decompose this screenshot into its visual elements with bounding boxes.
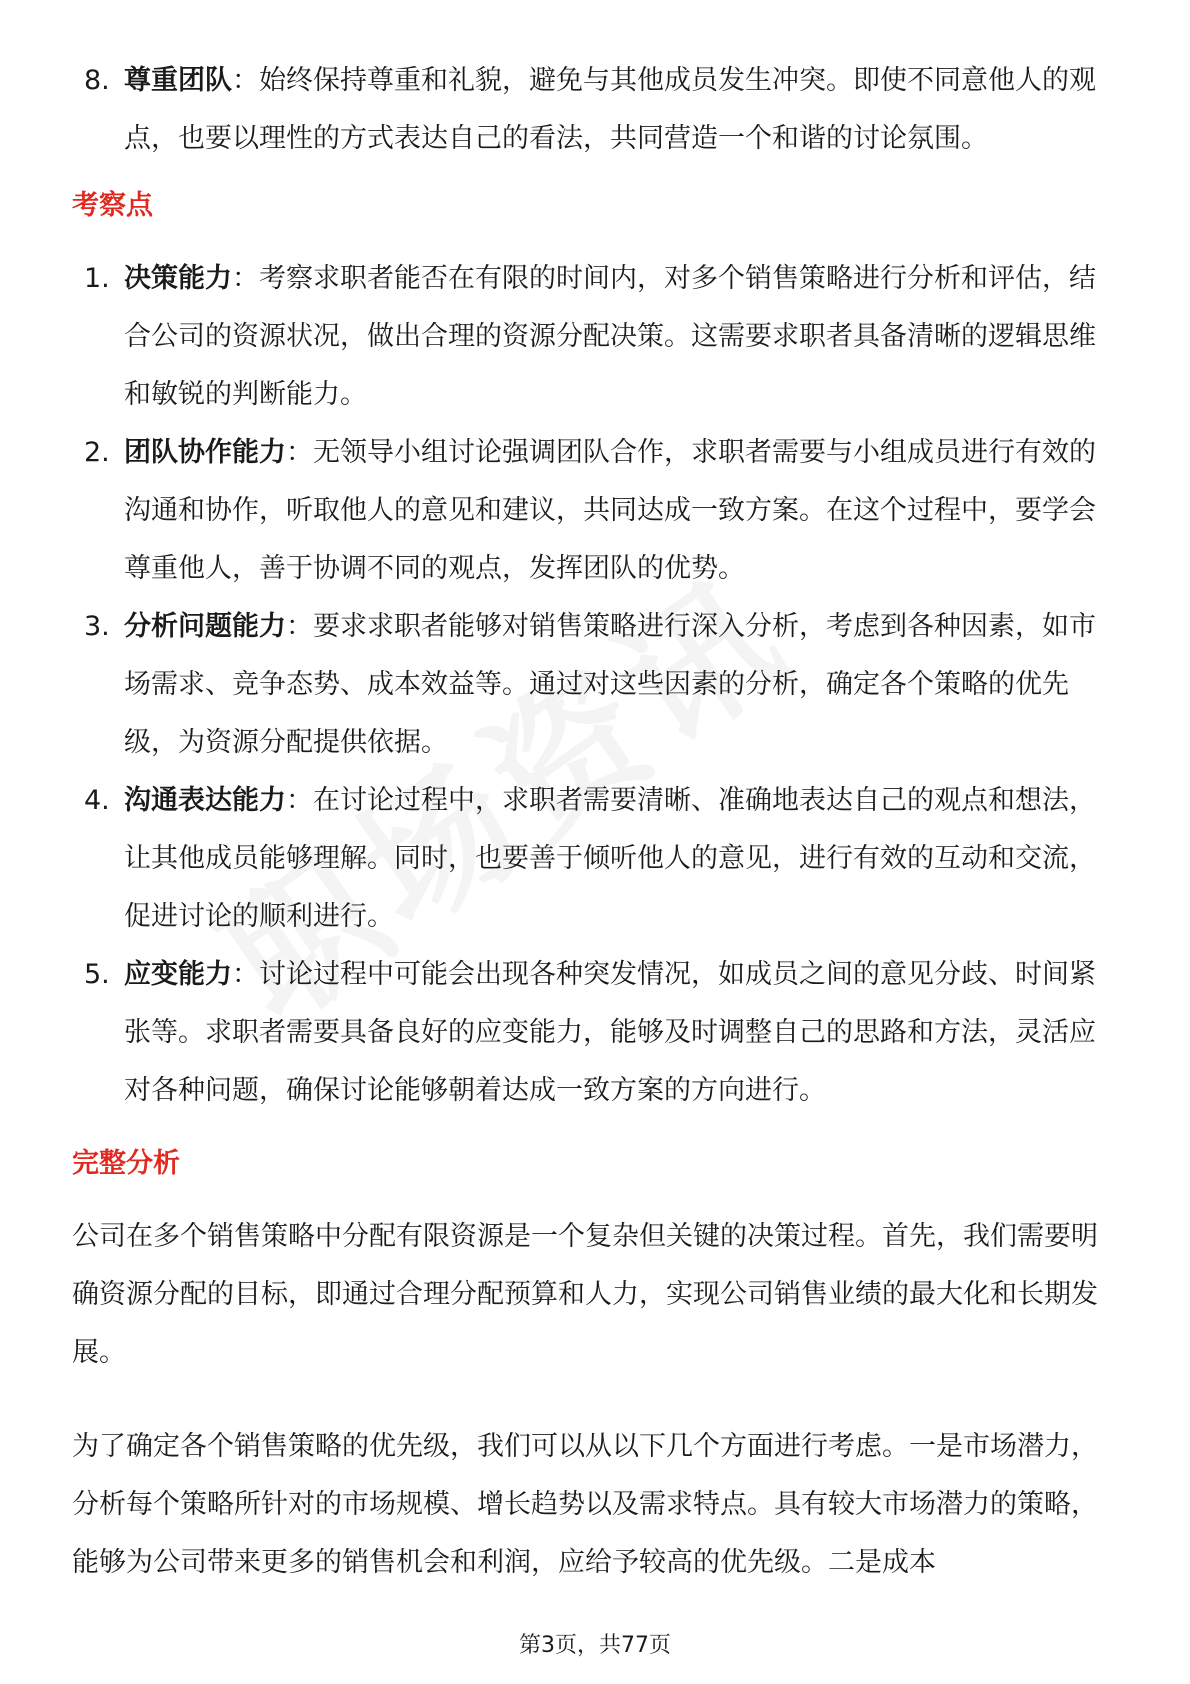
list-item-title: 尊重团队 [124,65,232,96]
section-heading-analysis: 完整分析 [72,1148,180,1179]
paragraph: 为了确定各个销售策略的优先级，我们可以从以下几个方面进行考虑。一是市场潜力，分析每个策略所针对的市场规模、增长趋势以及需求特点。具有较大市场潜力的策略，能够为公司带来更多的销售机会和利润，应给予较高的优先级。二是成本 [72,1431,1098,1578]
list-item [72,250,1118,424]
section-heading-inspection: 考察点 [72,190,153,221]
list-item [72,52,1118,168]
page-footer: 第3页，共77页 [519,1633,671,1658]
list-number: 2. [84,437,110,468]
list-item-text: ：考察求职者能否在有限的时间内，对多个销售策略进行分析和评估，结合公司的资源状况，做出合理的资源分配决策。这需要求职者具备清晰的逻辑思维和敏锐的判断能力。 [124,263,1096,410]
list-item-text: ：无领导小组讨论强调团队合作，求职者需要与小组成员进行有效的沟通和协作，听取他人的意见和建议，共同达成一致方案。在这个过程中，要学会尊重他人，善于协调不同的观点，发挥团队的优势。 [124,437,1096,584]
list-item-title: 团队协作能力 [124,437,286,468]
list-number: 4. [84,785,110,816]
list-item-title: 沟通表达能力 [124,785,286,816]
list-item [72,598,1118,772]
list-number: 5. [84,959,110,990]
list-number: 8. [84,65,110,96]
list-item-title: 分析问题能力 [124,611,286,642]
list-item-title: 应变能力 [124,959,232,990]
list-item [72,424,1118,598]
list-item-text: ：要求求职者能够对销售策略进行深入分析，考虑到各种因素，如市场需求、竞争态势、成本效益等。通过对这些因素的分析，确定各个策略的优先级，为资源分配提供依据。 [124,611,1096,758]
document-body [72,52,1118,1628]
paragraph: 公司在多个销售策略中分配有限资源是一个复杂但关键的决策过程。首先，我们需要明确资源分配的目标，即通过合理分配预算和人力，实现公司销售业绩的最大化和长期发展。 [72,1221,1098,1368]
list-item-text: ：在讨论过程中，求职者需要清晰、准确地表达自己的观点和想法，让其他成员能够理解。同时，也要善于倾听他人的意见，进行有效的互动和交流，促进讨论的顺利进行。 [124,785,1096,932]
list-item [72,946,1118,1120]
list-item-text: ：始终保持尊重和礼貌，避免与其他成员发生冲突。即使不同意他人的观点，也要以理性的方式表达自己的看法，共同营造一个和谐的讨论氛围。 [124,65,1096,154]
list-item-text: ：讨论过程中可能会出现各种突发情况，如成员之间的意见分歧、时间紧张等。求职者需要具备良好的应变能力，能够及时调整自己的思路和方法，灵活应对各种问题，确保讨论能够朝着达成一致方案的方向进行。 [124,959,1096,1106]
list-number: 3. [84,611,110,642]
inspection-list [72,250,1118,1120]
list-item-title: 决策能力 [124,263,232,294]
list-item [72,772,1118,946]
list-number: 1. [84,263,110,294]
